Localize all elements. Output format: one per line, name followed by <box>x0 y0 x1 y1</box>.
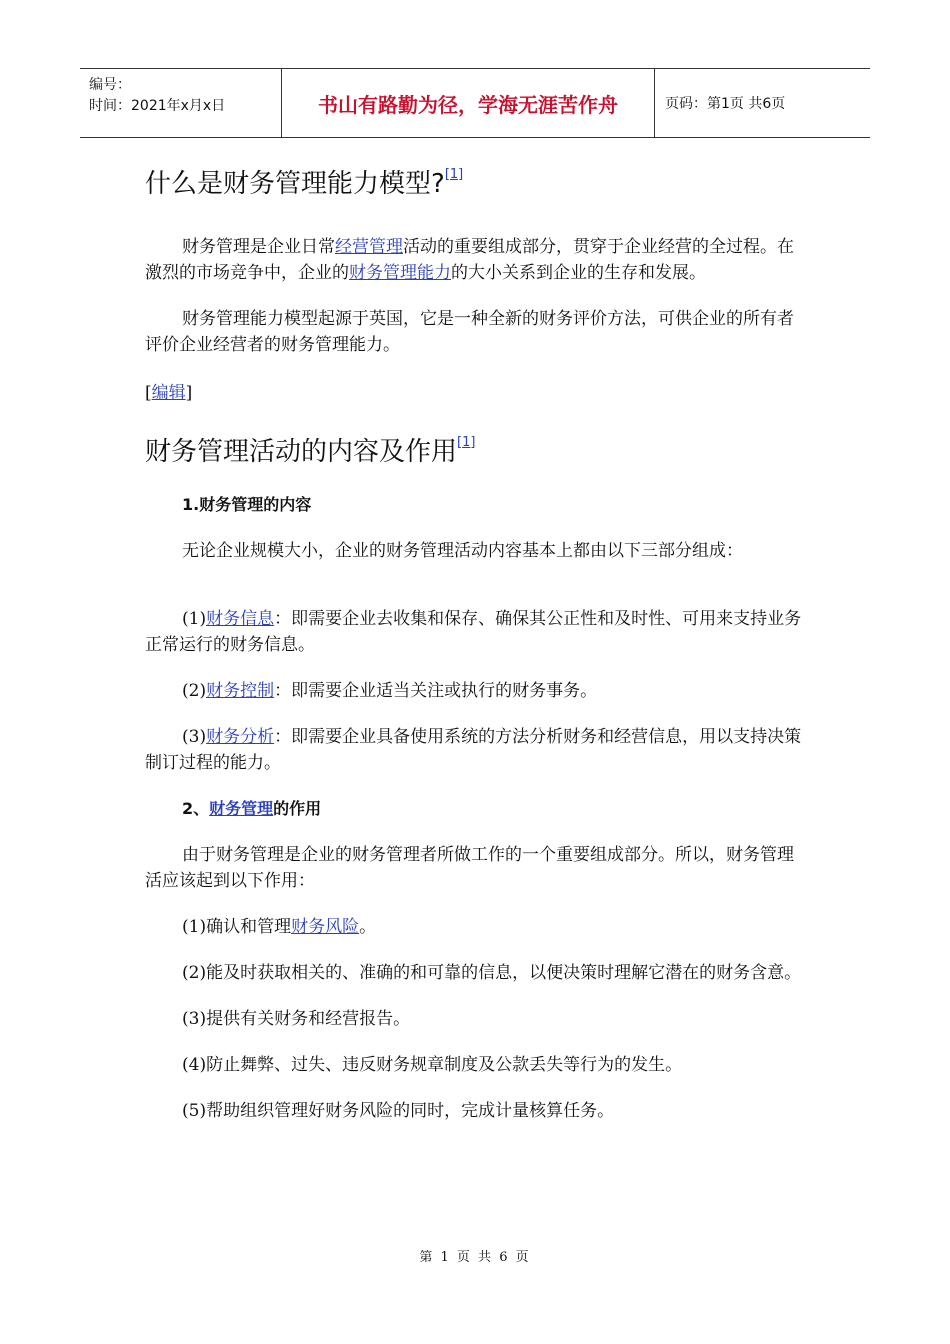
content-intro: 无论企业规模大小，企业的财务管理活动内容基本上都由以下三部分组成： <box>182 541 743 561</box>
text-segment: 的大小关系到企业的生存和发展。 <box>451 263 706 283</box>
role-item-4: (4)防止舞弊、过失、违反财务规章制度及公款丢失等行为的发生。 <box>182 1055 683 1075</box>
role-item-2: (2)能及时获取相关的、准确的和可靠的信息，以便决策时理解它潜在的财务含意。 <box>182 963 802 983</box>
text-segment: 财务管理是企业日常 <box>182 237 335 257</box>
bracket: [ <box>145 383 152 403</box>
page-header <box>80 68 870 138</box>
link-financial-analysis[interactable]: 财务分析 <box>206 727 275 747</box>
header-motto: 书山有路勤为径，学海无涯苦作舟 <box>282 69 655 137</box>
subheading-number: 2、 <box>182 799 210 818</box>
section1-ref-link[interactable]: [1] <box>444 167 464 182</box>
item-number: (3) <box>182 727 207 747</box>
text-segment: 。 <box>359 917 377 937</box>
section1-title: 什么是财务管理能力模型? <box>145 169 445 199</box>
time-label: 时间：2021年x月x日 <box>89 98 226 114</box>
link-financial-management[interactable]: 财务管理 <box>209 799 274 818</box>
text-segment: ：即需要企业具备使用系统的方法分析财务和经营信息，用以支持决策制订过程的能力。 <box>145 727 802 773</box>
link-business-management[interactable]: 经营管理 <box>335 237 403 257</box>
role-intro: 由于财务管理是企业的财务管理者所做工作的一个重要组成部分。所以，财务管理活应该起到以下作用： <box>145 845 794 891</box>
subheading-content: 1.财务管理的内容 <box>182 495 312 514</box>
link-financial-risk[interactable]: 财务风险 <box>291 917 360 937</box>
header-page-info: 页码：第1页 共6页 <box>665 96 786 112</box>
link-financial-info[interactable]: 财务信息 <box>206 609 275 629</box>
header-meta <box>80 69 282 137</box>
role-item-3: (3)提供有关财务和经营报告。 <box>182 1009 411 1029</box>
edit-link-row <box>145 380 810 406</box>
text-segment: ：即需要企业去收集和保存、确保其公正性和及时性、可用来支持业务正常运行的财务信息。 <box>145 609 802 655</box>
text-segment: (1)确认和管理 <box>182 917 292 937</box>
text-segment: 活动的重要组成部分，贯穿于企业经营的全过程。在激烈的市场竞争中，企业的 <box>145 237 794 283</box>
page-footer: 第 1 页 共 6 页 <box>419 1250 531 1265</box>
content-item-3 <box>145 724 810 776</box>
text-segment: 的作用 <box>273 799 322 818</box>
content-item-2 <box>145 678 810 704</box>
section2-ref-link[interactable]: [1] <box>457 435 476 450</box>
text-segment: ：即需要企业适当关注或执行的财务事务。 <box>274 681 598 701</box>
section1-paragraph-1 <box>145 234 810 286</box>
subheading-role <box>145 796 810 822</box>
section2-title: 财务管理活动的内容及作用 <box>145 437 458 467</box>
section1-paragraph-2: 财务管理能力模型起源于英国，它是一种全新的财务评价方法，可供企业的所有者评价企业经营者的财务管理能力。 <box>145 309 794 355</box>
bracket: ] <box>185 383 193 403</box>
link-financial-control[interactable]: 财务控制 <box>206 681 275 701</box>
number-label: 编号： <box>89 77 131 93</box>
item-number: (1) <box>182 609 207 629</box>
role-item-1 <box>145 914 810 940</box>
link-financial-management-ability[interactable]: 财务管理能力 <box>349 263 451 283</box>
role-item-5: (5)帮助组织管理好财务风险的同时，完成计量核算任务。 <box>182 1101 615 1121</box>
item-number: (2) <box>182 681 207 701</box>
section1-heading <box>145 162 810 206</box>
edit-link[interactable]: 编辑 <box>151 383 186 403</box>
document-body <box>145 162 810 1124</box>
content-item-1 <box>145 606 810 658</box>
section2-heading <box>145 430 810 474</box>
